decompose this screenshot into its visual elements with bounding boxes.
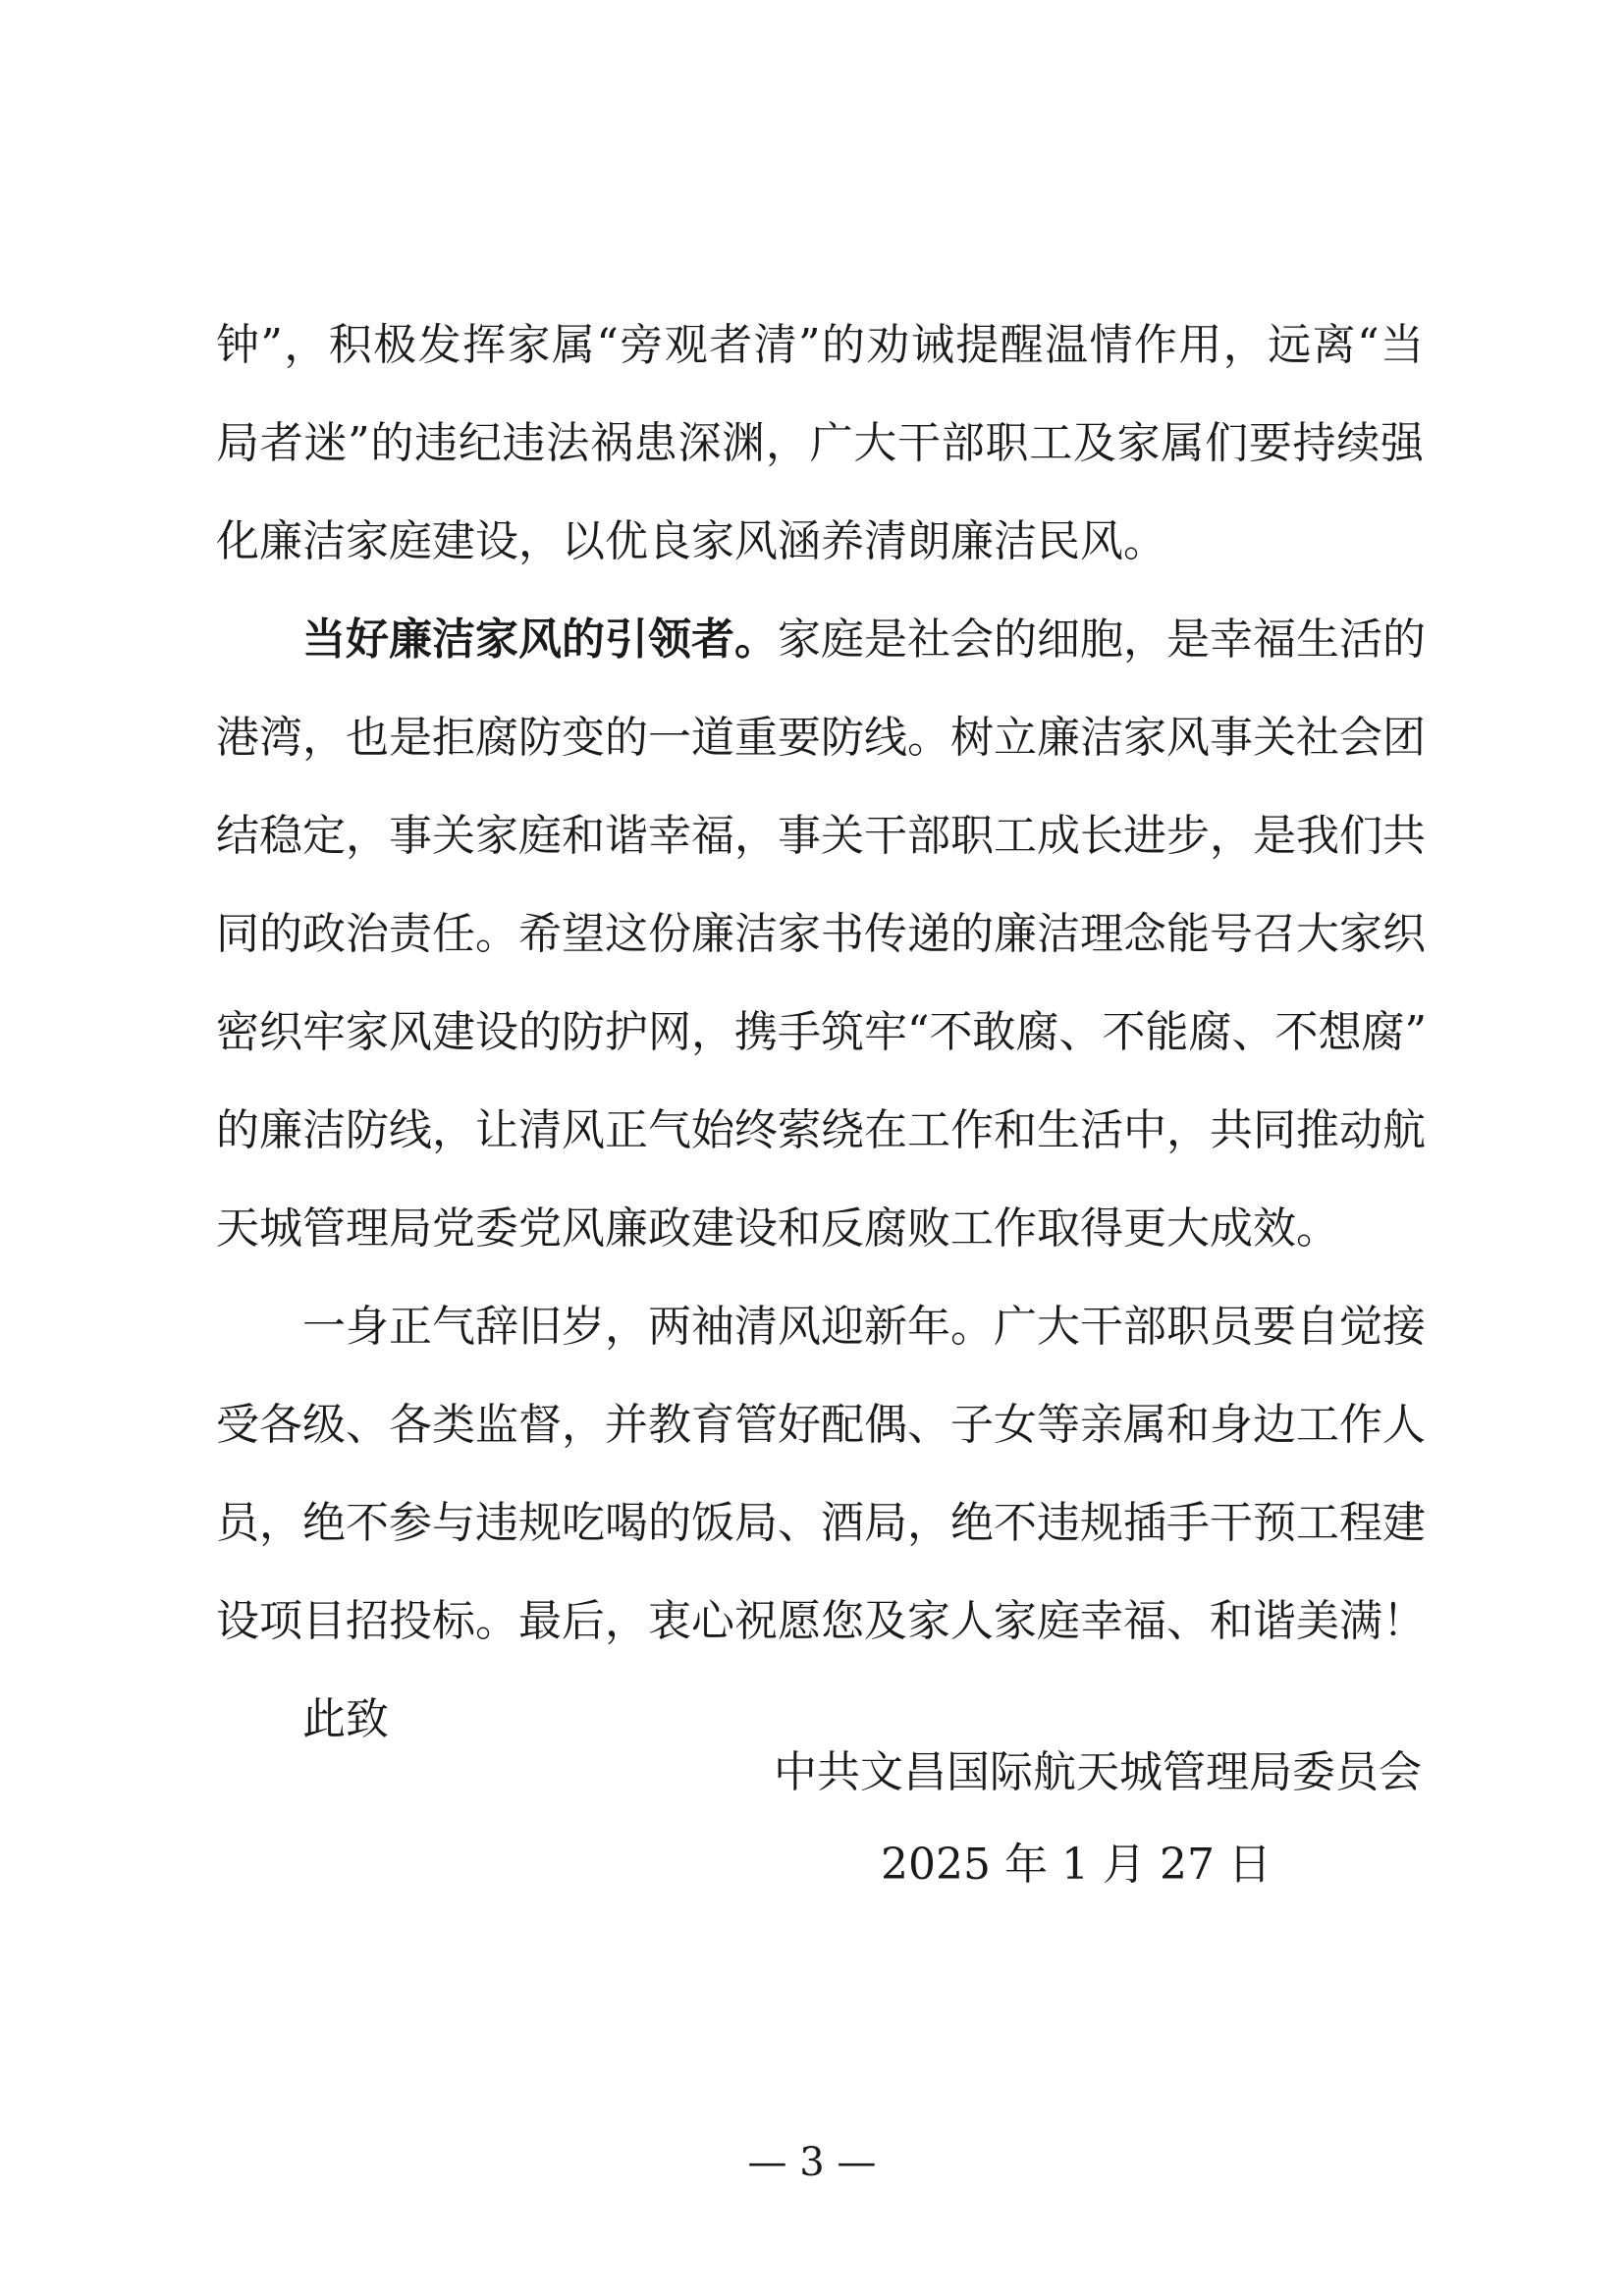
paragraph-line: 同的政治责任。希望这份廉洁家书传递的廉洁理念能号召大家织: [216, 909, 1426, 959]
salutation: 此致: [302, 1694, 389, 1744]
signature-organization: 中共文昌国际航天城管理局委员会: [774, 1747, 1422, 1797]
signature-date: 2025 年 1 月 27 日: [881, 1840, 1272, 1890]
paragraph-line: 密织牢家风建设的防护网，携手筑牢“不敢腐、不能腐、不想腐”: [216, 1007, 1427, 1057]
paragraph-line: 局者迷”的违纪违法祸患深渊，广大干部职工及家属们要持续强: [216, 418, 1424, 468]
paragraph-line: 受各级、各类监督，并教育管好配偶、子女等亲属和身边工作人: [216, 1400, 1426, 1450]
paragraph-line: [216, 591, 1424, 689]
paragraph-line: 钟”，积极发挥家属“旁观者清”的劝诫提醒温情作用，远离“当: [216, 320, 1424, 370]
paragraph-text: 家庭是社会的细胞，是幸福生活的: [778, 614, 1426, 665]
paragraph-line: 化廉洁家庭建设，以优良家风涵养清朗廉洁民风。: [216, 516, 1166, 566]
paragraph-line: 员，绝不参与违规吃喝的饭局、酒局，绝不违规插手干预工程建: [216, 1498, 1426, 1548]
paragraph-line: 天城管理局党委党风廉政建设和反腐败工作取得更大成效。: [216, 1203, 1339, 1254]
page-number: — 3 —: [747, 2140, 877, 2185]
section-heading: 当好廉洁家风的引领者。: [302, 614, 778, 665]
paragraph-line: 结稳定，事关家庭和谐幸福，事关干部职工成长进步，是我们共: [216, 811, 1426, 861]
paragraph-line: 一身正气辞旧岁，两袖清风迎新年。广大干部职员要自觉接: [302, 1302, 1426, 1352]
paragraph-line: 的廉洁防线，让清风正气始终萦绕在工作和生活中，共同推动航: [216, 1105, 1426, 1155]
paragraph-line: 设项目招投标。最后，衷心祝愿您及家人家庭幸福、和谐美满！: [216, 1596, 1426, 1646]
paragraph-line: 港湾，也是拒腐防变的一道重要防线。树立廉洁家风事关社会团: [216, 713, 1426, 763]
letter-body: [216, 296, 1427, 1769]
